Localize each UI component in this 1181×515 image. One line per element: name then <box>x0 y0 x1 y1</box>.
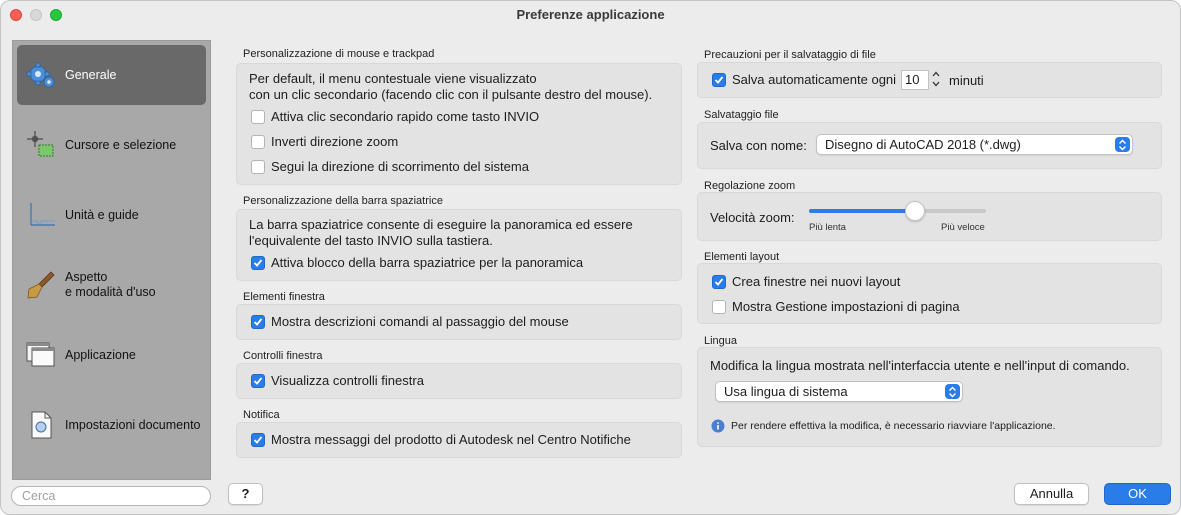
checkbox-label: Mostra messaggi del prodotto di Autodesk nel Centro Notifiche <box>271 432 631 447</box>
mouse-description-line1: Per default, il menu contestuale viene visualizzato <box>249 71 537 86</box>
brush-icon <box>23 267 59 303</box>
create-viewports-checkbox[interactable] <box>712 274 900 289</box>
cursor-selection-icon <box>23 127 59 163</box>
sidebar-item-impostazioni-documento[interactable] <box>17 395 206 455</box>
cancel-button[interactable]: Annulla <box>1014 483 1089 505</box>
checkbox-box[interactable] <box>251 256 265 270</box>
checkbox-box[interactable] <box>251 315 265 329</box>
info-icon <box>711 419 725 433</box>
sidebar-item-unita[interactable] <box>17 185 206 245</box>
sidebar-item-cursore[interactable] <box>17 115 206 175</box>
sidebar-item-applicazione[interactable] <box>17 325 206 385</box>
layout-section-title: Elementi layout <box>704 251 780 263</box>
save-file-section-title: Salvataggio file <box>704 109 779 121</box>
language-select[interactable] <box>715 381 963 402</box>
zoom-fast-label: Più veloce <box>941 222 985 233</box>
window-controls-section-title: Controlli finestra <box>243 350 323 362</box>
language-section-title: Lingua <box>704 335 738 347</box>
show-product-messages-checkbox[interactable] <box>251 432 631 447</box>
chevron-up-down-icon <box>1115 137 1130 152</box>
sidebar-item-generale[interactable] <box>17 45 206 105</box>
invert-zoom-checkbox[interactable] <box>251 134 398 149</box>
save-as-format-value: Disegno di AutoCAD 2018 (*.dwg) <box>825 137 1021 152</box>
checkbox-label: Crea finestre nei nuovi layout <box>732 274 901 289</box>
mouse-description-line2: con un clic secondario (facendo clic con il pulsante destro del mouse). <box>249 87 653 102</box>
autosave-minutes-input[interactable]: 10 <box>901 70 929 90</box>
zoom-window-button[interactable] <box>50 9 62 21</box>
mouse-section-title: Personalizzazione di mouse e trackpad <box>243 48 435 60</box>
checkbox-box[interactable] <box>712 275 726 289</box>
follow-scroll-direction-checkbox[interactable] <box>251 159 529 174</box>
checkbox-label: Mostra descrizioni comandi al passaggio del mouse <box>271 314 569 329</box>
ok-button[interactable]: OK <box>1104 483 1171 505</box>
language-select-value: Usa lingua di sistema <box>724 384 848 399</box>
spacebar-description-line2: l'equivalente del tasto INVIO sulla tastiera. <box>249 233 493 248</box>
show-tooltips-checkbox[interactable] <box>251 314 569 329</box>
checkbox-label: Attiva clic secondario rapido come tasto INVIO <box>271 109 540 124</box>
language-description: Modifica la lingua mostrata nell'interfaccia utente e nell'input di comando. <box>710 358 1130 373</box>
checkbox-label: Mostra Gestione impostazioni di pagina <box>732 299 960 314</box>
sidebar-item-label: Applicazione <box>65 347 136 362</box>
checkbox-box[interactable] <box>712 300 726 314</box>
checkbox-label: Inverti direzione zoom <box>271 134 399 149</box>
checkbox-label: Attiva blocco della barra spaziatrice per la panoramica <box>271 255 584 270</box>
sidebar-item-label: Aspetto e modalità d'uso <box>65 270 156 299</box>
document-settings-icon <box>23 407 59 443</box>
checkbox-box[interactable] <box>712 73 726 87</box>
save-precautions-section-title: Precauzioni per il salvataggio di file <box>704 49 876 61</box>
show-window-controls-checkbox[interactable] <box>251 373 424 388</box>
sidebar-item-label: Impostazioni documento <box>65 417 201 432</box>
gear-icon <box>23 57 59 93</box>
layout-section <box>697 263 1162 324</box>
show-page-setup-manager-checkbox[interactable] <box>712 299 960 314</box>
zoom-speed-label: Velocità zoom: <box>710 210 795 225</box>
notification-section-title: Notifica <box>243 409 280 421</box>
search-input[interactable]: Cerca <box>11 486 211 506</box>
sidebar-item-label: Generale <box>65 67 117 82</box>
autosave-minutes-stepper[interactable] <box>930 69 942 90</box>
application-windows-icon <box>23 337 59 373</box>
checkbox-label: Salva automaticamente ogni <box>732 72 897 87</box>
window-title: Preferenze applicazione <box>516 7 665 22</box>
help-button[interactable]: ? <box>228 483 263 505</box>
checkbox-label: Visualizza controlli finestra <box>271 373 424 388</box>
zoom-speed-slider-fill <box>809 209 915 213</box>
save-as-format-select[interactable] <box>816 134 1133 155</box>
quick-secondary-click-checkbox[interactable] <box>251 109 539 124</box>
checkbox-label: Segui la direzione di scorrimento del sistema <box>271 159 529 174</box>
autosave-checkbox[interactable] <box>712 72 896 87</box>
sidebar-item-label: Cursore e selezione <box>65 137 177 152</box>
checkbox-box[interactable] <box>251 160 265 174</box>
zoom-slow-label: Più lenta <box>809 222 846 233</box>
sidebar-item-label: Unità e guide <box>65 207 139 222</box>
checkbox-box[interactable] <box>251 374 265 388</box>
spacebar-lock-checkbox[interactable] <box>251 255 583 270</box>
window-elements-section-title: Elementi finestra <box>243 291 325 303</box>
minimize-window-button[interactable] <box>30 9 42 21</box>
checkbox-box[interactable] <box>251 433 265 447</box>
close-window-button[interactable] <box>10 9 22 21</box>
info-text: Per rendere effettiva la modifica, è necessario riavviare l'applicazione. <box>731 420 1056 432</box>
spacebar-description-line1: La barra spaziatrice consente di eseguire la panoramica ed essere <box>249 217 633 232</box>
sidebar <box>12 40 211 480</box>
autosave-unit-label: minuti <box>949 73 984 88</box>
language-restart-info <box>711 419 1056 433</box>
spacebar-section-title: Personalizzazione della barra spaziatrice <box>243 195 443 207</box>
checkbox-box[interactable] <box>251 135 265 149</box>
zoom-section-title: Regolazione zoom <box>704 180 796 192</box>
sidebar-item-aspetto[interactable] <box>17 255 206 315</box>
chevron-up-down-icon <box>945 384 960 399</box>
units-guides-icon <box>23 197 59 233</box>
save-as-label: Salva con nome: <box>710 138 807 153</box>
checkbox-box[interactable] <box>251 110 265 124</box>
